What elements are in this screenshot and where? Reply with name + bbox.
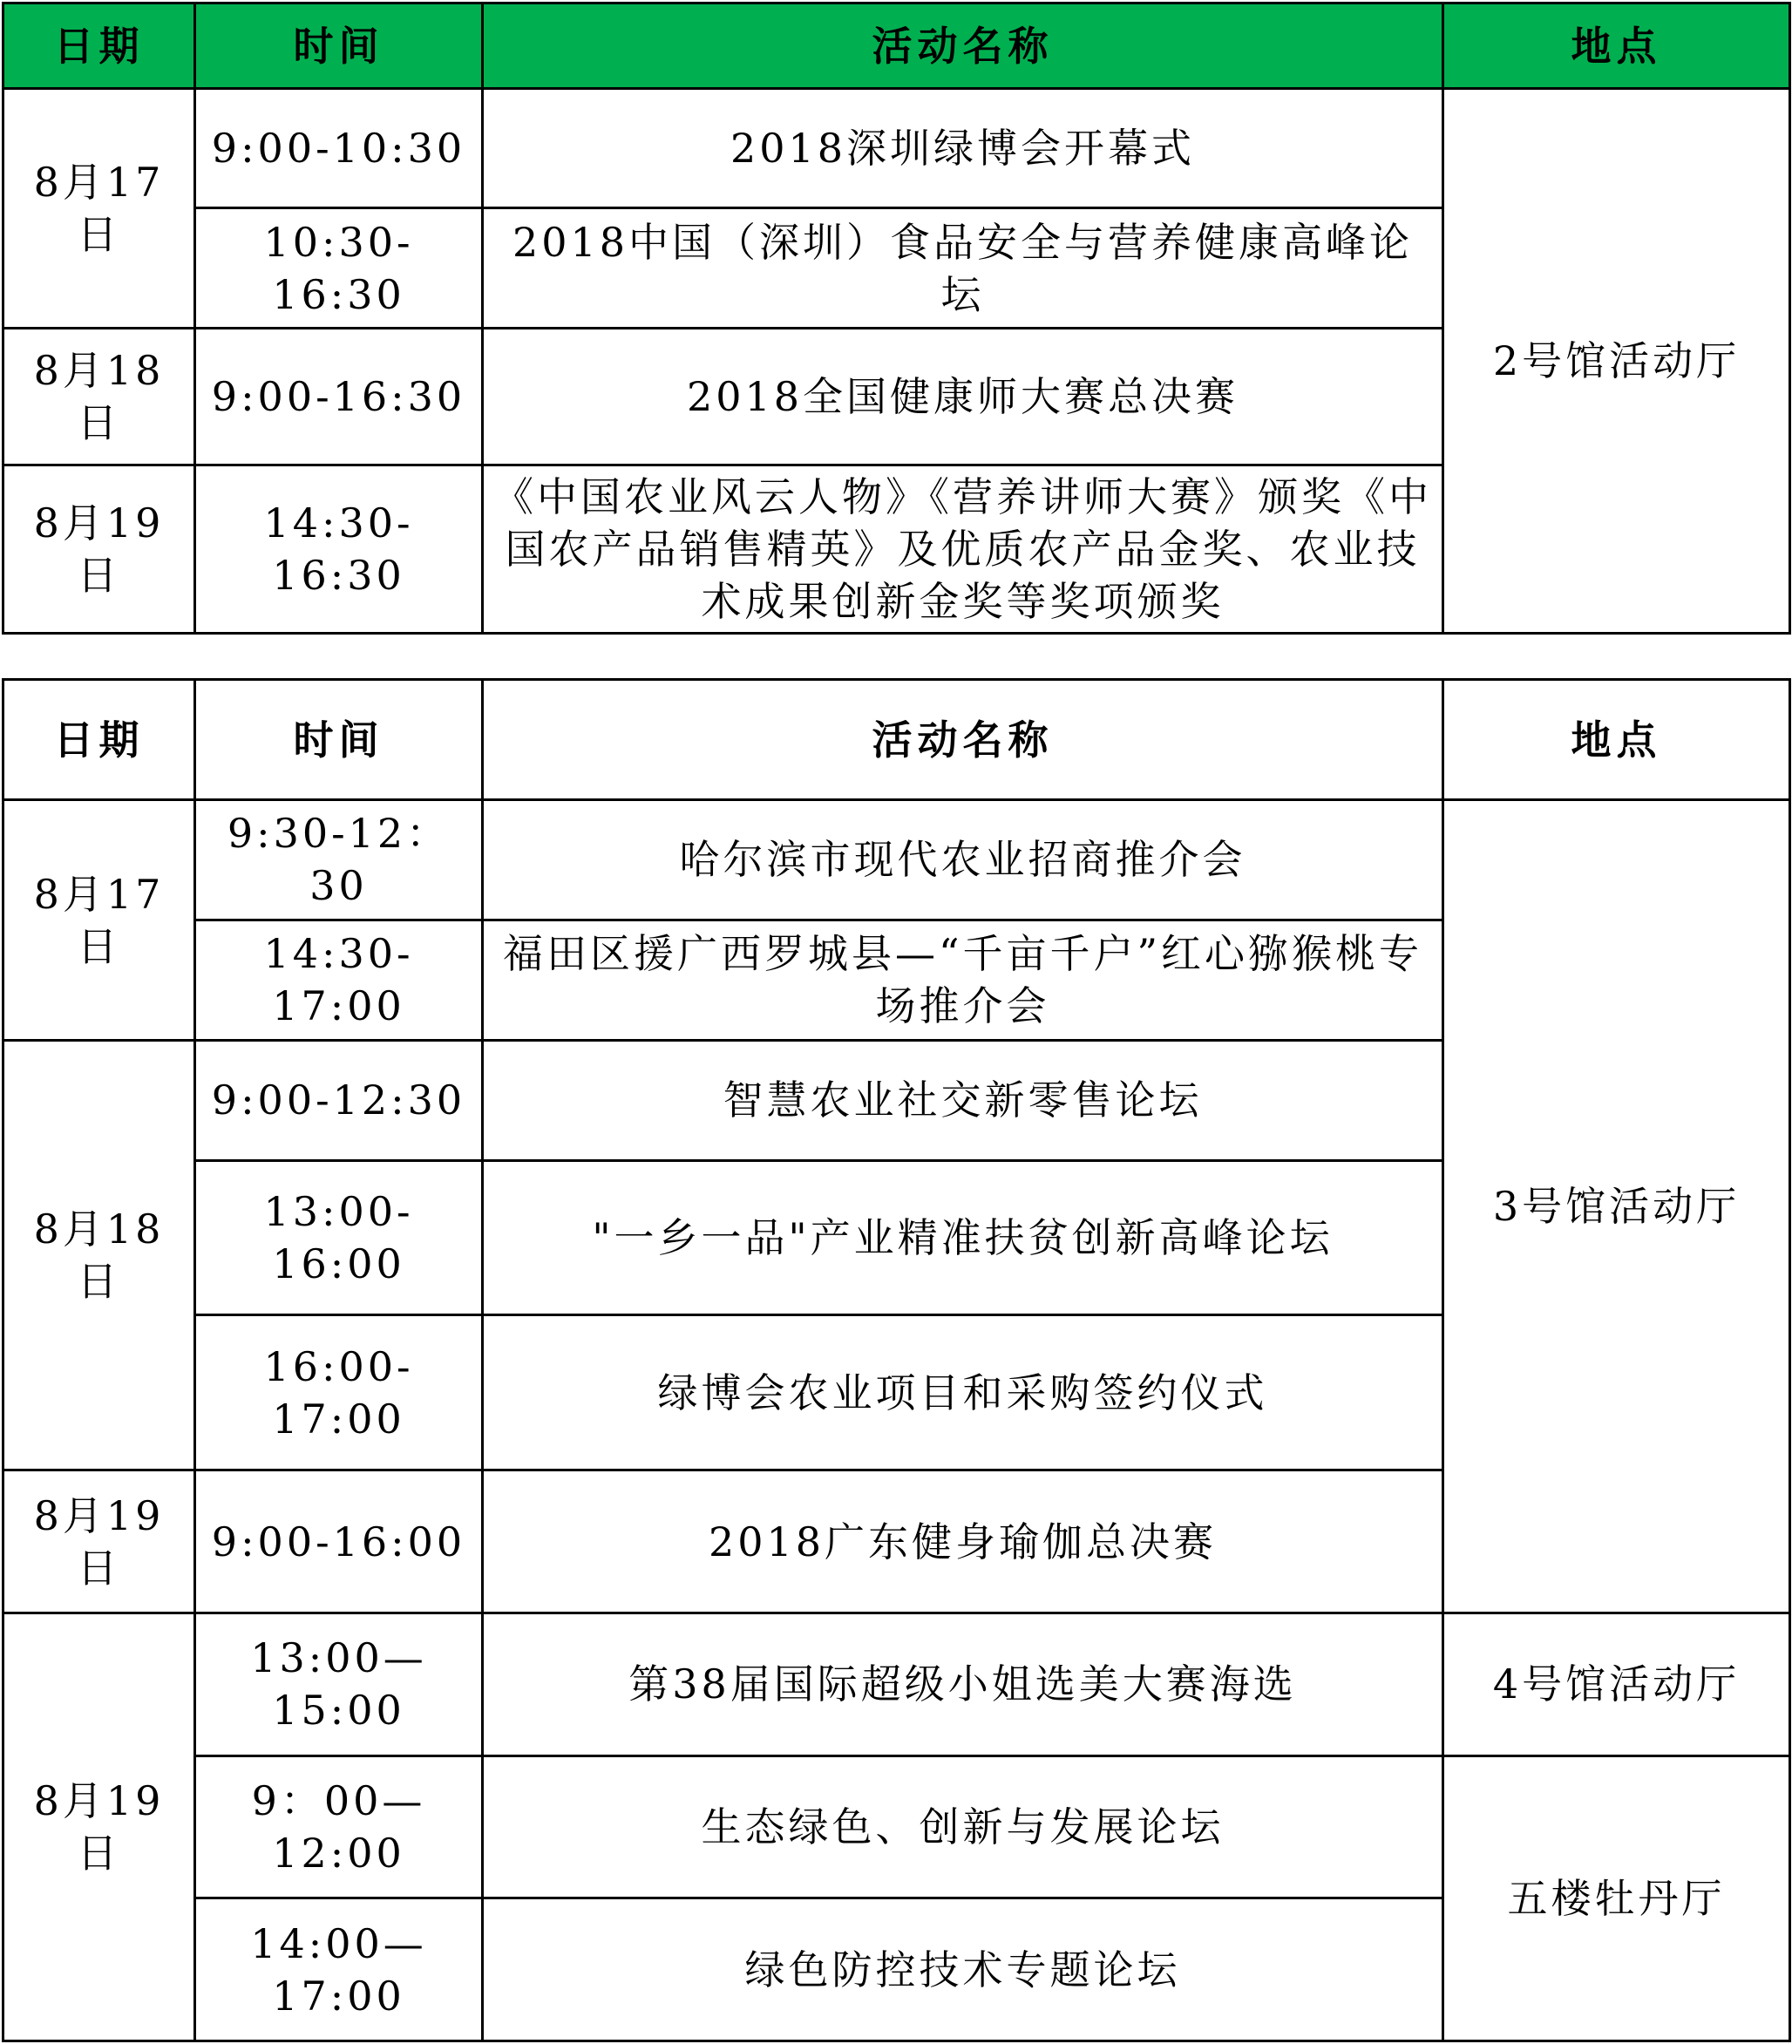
time-cell: 13:00-16:00 [195, 1160, 483, 1315]
time-cell: 16:00-17:00 [195, 1315, 483, 1470]
activity-cell: 绿博会农业项目和采购签约仪式 [483, 1315, 1443, 1470]
time-cell: 9:00-16:30 [195, 329, 483, 465]
table-header-row [3, 3, 1790, 89]
date-cell: 8月18日 [3, 329, 195, 465]
schedule-table-2 [2, 678, 1791, 2042]
table-header-row [3, 680, 1790, 800]
activity-cell: 生态绿色、创新与发展论坛 [483, 1755, 1443, 1898]
time-cell: 9:00-12:30 [195, 1041, 483, 1161]
activity-cell: 2018全国健康师大赛总决赛 [483, 329, 1443, 465]
table-row [3, 89, 1790, 208]
time-cell: 14:00—17:00 [195, 1898, 483, 2041]
date-cell: 8月18日 [3, 1041, 195, 1470]
activity-cell: 福田区援广西罗城县—“千亩千户”红心猕猴桃专场推介会 [483, 920, 1443, 1041]
time-cell: 9:00-16:00 [195, 1470, 483, 1613]
table-row [3, 1755, 1790, 1898]
activity-cell: 智慧农业社交新零售论坛 [483, 1041, 1443, 1161]
time-cell: 13:00—15:00 [195, 1613, 483, 1755]
schedule-table-1 [2, 2, 1791, 635]
activity-cell: 《中国农业风云人物》《营养讲师大赛》颁奖《中国农产品销售精英》及优质农产品金奖、农业技术成果创新金奖等奖项颁奖 [483, 465, 1443, 634]
activity-cell: 2018中国（深圳）食品安全与营养健康高峰论坛 [483, 208, 1443, 329]
header-location: 地点 [1443, 680, 1790, 800]
activity-cell: 2018广东健身瑜伽总决赛 [483, 1470, 1443, 1613]
time-cell: 14:30-16:30 [195, 465, 483, 634]
activity-cell: 绿色防控技术专题论坛 [483, 1898, 1443, 2041]
activity-cell: "一乡一品"产业精准扶贫创新高峰论坛 [483, 1160, 1443, 1315]
table-row [3, 800, 1790, 920]
location-cell: 2号馆活动厅 [1443, 89, 1790, 634]
time-cell: 9:00-10:30 [195, 89, 483, 208]
table-row [3, 1613, 1790, 1755]
location-cell: 五楼牡丹厅 [1443, 1755, 1790, 2041]
activity-cell: 2018深圳绿博会开幕式 [483, 89, 1443, 208]
header-date: 日期 [3, 680, 195, 800]
header-time: 时间 [195, 680, 483, 800]
date-cell: 8月17日 [3, 89, 195, 329]
header-activity: 活动名称 [483, 3, 1443, 89]
time-cell: 10:30-16:30 [195, 208, 483, 329]
activity-cell: 哈尔滨市现代农业招商推介会 [483, 800, 1443, 920]
date-cell: 8月19日 [3, 1470, 195, 1613]
header-date: 日期 [3, 3, 195, 89]
header-location: 地点 [1443, 3, 1790, 89]
time-cell: 9:30-12：30 [195, 800, 483, 920]
time-cell: 14:30-17:00 [195, 920, 483, 1041]
header-time: 时间 [195, 3, 483, 89]
location-cell: 4号馆活动厅 [1443, 1613, 1790, 1755]
date-cell: 8月19日 [3, 1613, 195, 2041]
location-cell: 3号馆活动厅 [1443, 800, 1790, 1613]
date-cell: 8月19日 [3, 465, 195, 634]
time-cell: 9：00—12:00 [195, 1755, 483, 1898]
date-cell: 8月17日 [3, 800, 195, 1041]
header-activity: 活动名称 [483, 680, 1443, 800]
activity-cell: 第38届国际超级小姐选美大赛海选 [483, 1613, 1443, 1755]
